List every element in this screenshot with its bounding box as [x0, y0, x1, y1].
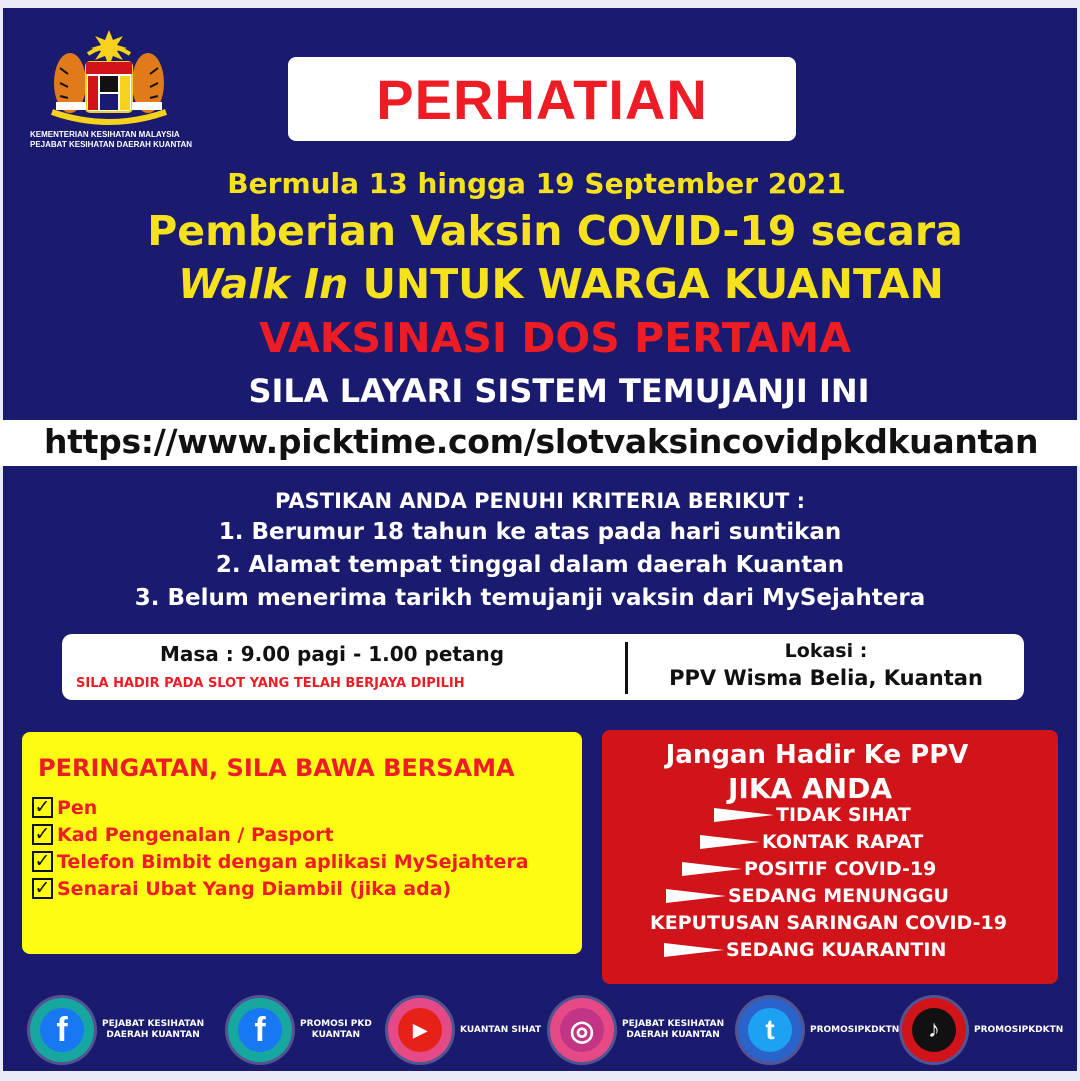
perhatian-banner	[288, 57, 796, 141]
social-label-line: PEJABAT KESIHATAN	[622, 1019, 725, 1029]
warning-item	[682, 858, 936, 880]
social-label	[810, 1025, 899, 1036]
warning-title: Jangan Hadir Ke PPV	[665, 740, 969, 770]
checkbox-checked-icon: ✓	[32, 878, 53, 899]
walkin-headline	[0, 260, 1080, 308]
social-circle	[388, 998, 452, 1062]
warning-item-label: KONTAK RAPAT	[762, 831, 924, 853]
social-label	[300, 1019, 372, 1041]
social-facebook-pkd[interactable]	[30, 998, 204, 1062]
social-circle	[30, 998, 94, 1062]
criteria-item: 2. Alamat tempat tinggal dalam daerah Kuantan	[215, 552, 845, 578]
warning-item-label: TIDAK SIHAT	[776, 804, 911, 826]
list-item	[32, 875, 529, 902]
list-item	[32, 794, 529, 821]
ministry-name	[30, 130, 200, 150]
reminder-title: PERINGATAN, SILA BAWA BERSAMA	[38, 754, 515, 782]
border-top	[0, 0, 1080, 8]
pointer-arrow-icon	[700, 835, 760, 849]
warning-item-label: SEDANG KUARANTIN	[726, 939, 947, 961]
social-label-line: PROMOSI PKD	[300, 1019, 372, 1029]
warning-item	[650, 912, 1007, 934]
social-label-line: DAERAH KUANTAN	[626, 1030, 720, 1040]
social-label	[102, 1019, 204, 1041]
social-tiktok[interactable]	[902, 998, 1063, 1062]
social-circle	[228, 998, 292, 1062]
pointer-arrow-icon	[666, 889, 726, 903]
list-item-label: Pen	[57, 796, 98, 819]
warning-item	[714, 804, 911, 826]
criteria-section	[0, 486, 1080, 615]
warning-item-label: POSITIF COVID-19	[744, 858, 937, 880]
social-circle	[550, 998, 614, 1062]
coat-of-arms-icon	[48, 28, 170, 130]
criteria-item: 1. Berumur 18 tahun ke atas pada hari suntikan	[218, 519, 842, 545]
social-label-line: DAERAH KUANTAN	[106, 1030, 200, 1040]
walkin-rest-text: UNTUK WARGA KUANTAN	[348, 260, 944, 308]
social-label	[974, 1025, 1063, 1036]
social-facebook-promosi[interactable]	[228, 998, 372, 1062]
facebook-icon: f	[238, 1008, 282, 1052]
twitter-icon: t	[748, 1008, 792, 1052]
walkin-italic-text: Walk In	[178, 260, 349, 308]
warning-item	[664, 939, 946, 961]
visit-system-text: SILA LAYARI SISTEM TEMUJANJI INI	[248, 372, 870, 410]
social-media-row	[0, 996, 1080, 1066]
warning-item	[700, 831, 923, 853]
social-circle	[902, 998, 966, 1062]
social-instagram[interactable]	[550, 998, 724, 1062]
first-dose-headline: VAKSINASI DOS PERTAMA	[259, 314, 851, 362]
perhatian-title: PERHATIAN	[376, 67, 708, 131]
list-item	[32, 821, 529, 848]
criteria-title: PASTIKAN ANDA PENUHI KRITERIA BERIKUT :	[274, 489, 806, 513]
date-range: Bermula 13 hingga 19 September 2021	[227, 167, 846, 200]
warning-item	[666, 885, 949, 907]
social-label-line: KUANTAN SIHAT	[460, 1024, 542, 1035]
border-bottom	[0, 1071, 1080, 1081]
reminder-box	[22, 732, 582, 954]
vaccine-headline: Pemberian Vaksin COVID-19 secara	[147, 207, 963, 255]
social-label-line: PEJABAT KESIHATAN	[102, 1019, 205, 1029]
checkbox-checked-icon: ✓	[32, 797, 53, 818]
ministry-line2: PEJABAT KESIHATAN DAERAH KUANTAN	[30, 140, 193, 149]
warning-item-label: SEDANG MENUNGGU	[728, 885, 949, 907]
social-label-line: PROMOSIPKDKTN	[810, 1024, 900, 1035]
warning-box	[602, 730, 1058, 984]
booking-url-link[interactable]: https://www.picktime.com/slotvaksincovidpkdkuantan	[44, 422, 1039, 461]
slot-note: SILA HADIR PADA SLOT YANG TELAH BERJAYA DIPILIH	[76, 676, 465, 691]
location-value: PPV Wisma Belia, Kuantan	[669, 666, 983, 690]
social-circle	[738, 998, 802, 1062]
ministry-line1: KEMENTERIAN KESIHATAN MALAYSIA	[30, 130, 180, 139]
pointer-arrow-icon	[714, 808, 774, 822]
list-item	[32, 848, 529, 875]
list-item-label: Kad Pengenalan / Pasport	[57, 823, 334, 846]
social-youtube[interactable]	[388, 998, 541, 1062]
social-label-line: KUANTAN	[311, 1030, 361, 1040]
instagram-icon: ◎	[560, 1008, 604, 1052]
list-item-label: Telefon Bimbit dengan aplikasi MySejahtera	[57, 850, 529, 873]
criteria-item: 3. Belum menerima tarikh temujanji vaksin dari MySejahtera	[134, 585, 926, 611]
social-twitter[interactable]	[738, 998, 899, 1062]
time-label: Masa : 9.00 pagi - 1.00 petang	[160, 642, 505, 666]
checkbox-checked-icon: ✓	[32, 824, 53, 845]
pointer-arrow-icon	[664, 943, 724, 957]
tiktok-icon: ♪	[912, 1008, 956, 1052]
warning-subtitle: JIKA ANDA	[728, 772, 892, 805]
pointer-arrow-icon	[682, 862, 742, 876]
warning-item-label: KEPUTUSAN SARINGAN COVID-19	[650, 912, 1007, 934]
social-label	[460, 1025, 541, 1036]
location-label: Lokasi :	[784, 640, 868, 662]
time-location-box	[62, 634, 1024, 700]
list-item-label: Senarai Ubat Yang Diambil (jika ada)	[57, 877, 452, 900]
social-label	[622, 1019, 724, 1041]
youtube-icon: ▶	[398, 1008, 442, 1052]
facebook-icon: f	[40, 1008, 84, 1052]
checkbox-checked-icon: ✓	[32, 851, 53, 872]
social-label-line: PROMOSIPKDKTN	[974, 1024, 1064, 1035]
reminder-list	[32, 794, 529, 902]
